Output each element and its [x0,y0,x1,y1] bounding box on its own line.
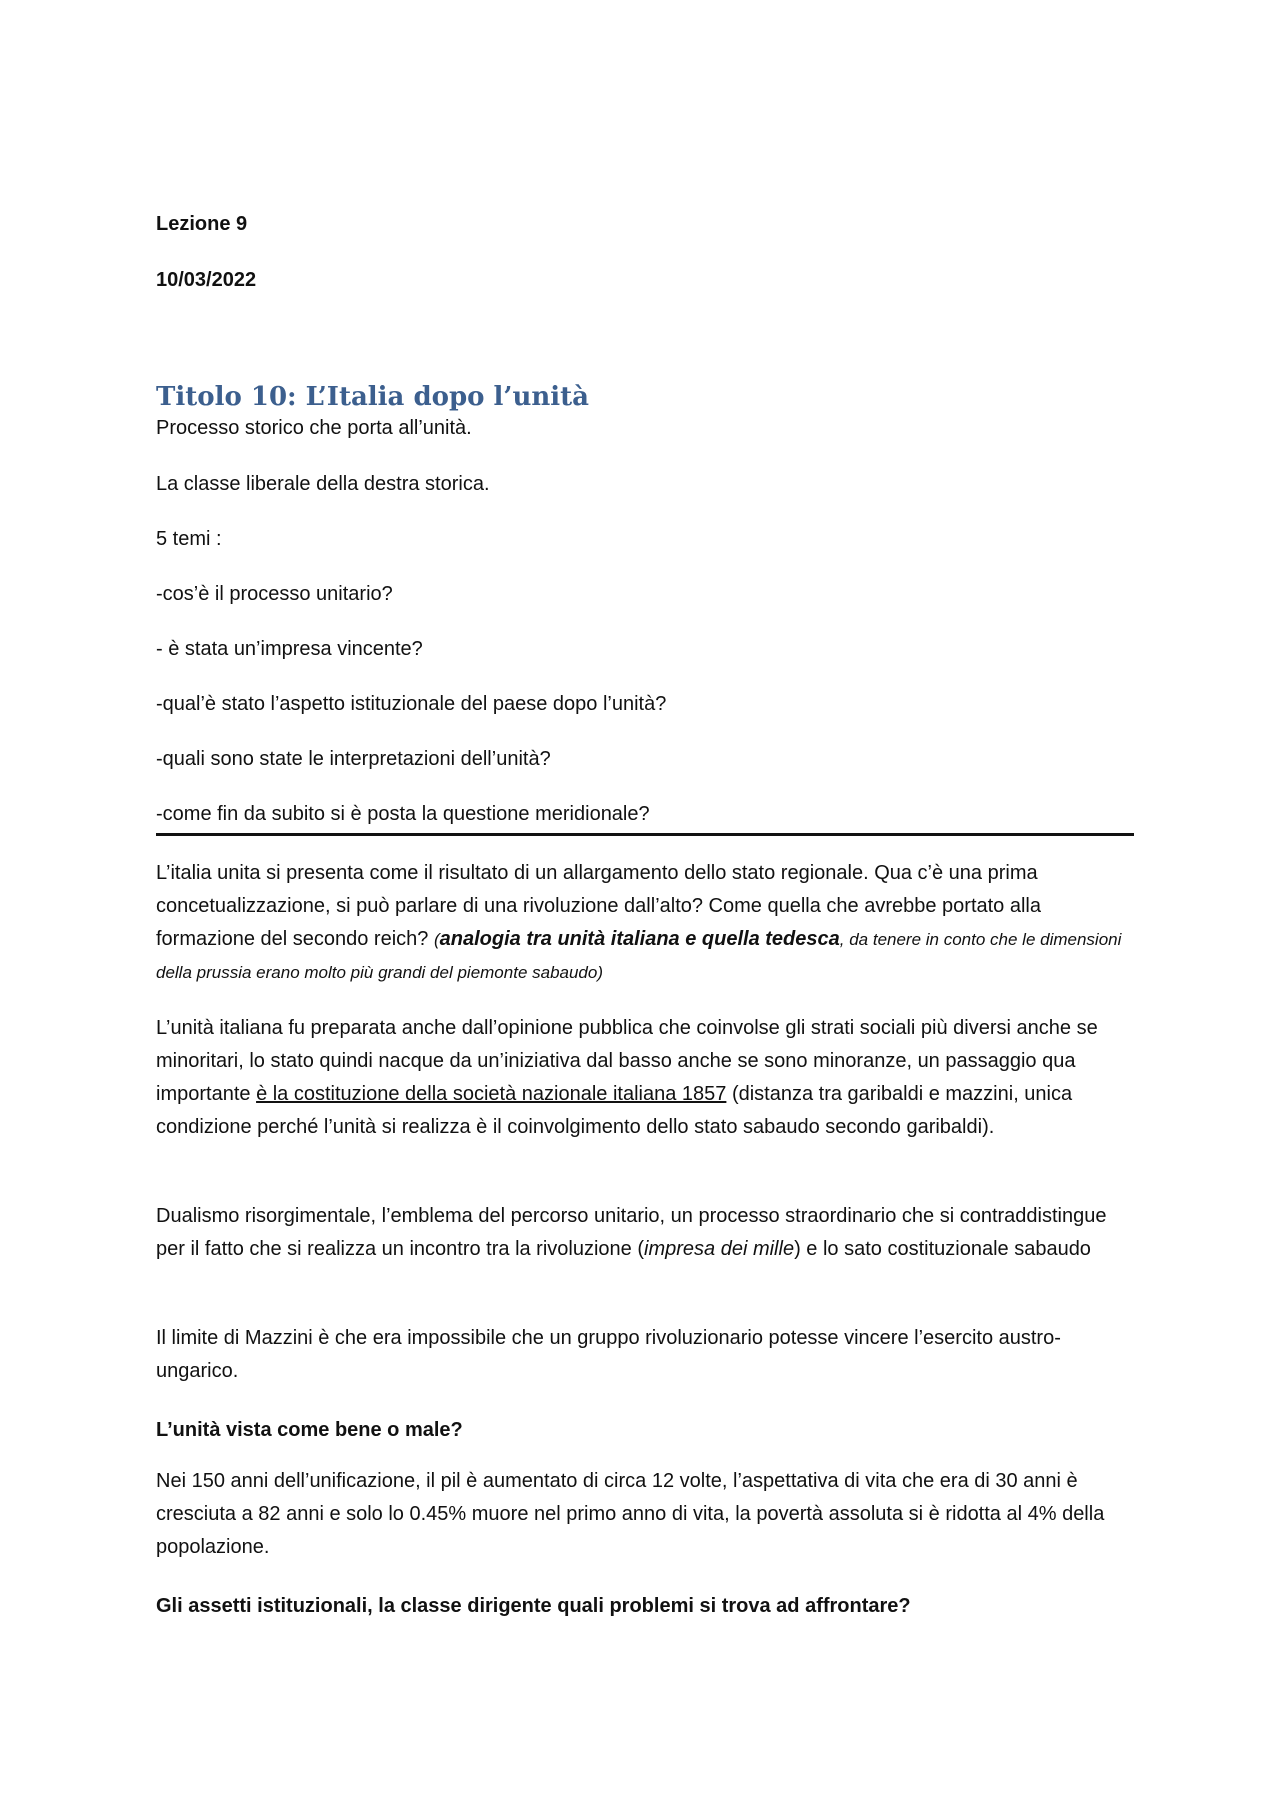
lesson-label: Lezione 9 [156,213,248,235]
paragraph-1-bold: analogia tra unità italiana e quella tedesca [439,928,840,950]
paragraph-2-underline: è la costituzione della società nazionale italiana 1857 [256,1083,727,1105]
intro-line-2: La classe liberale della destra storica. [156,473,490,495]
paragraph-3-text-b: ) e lo sato costituzionale sabaudo [794,1238,1091,1260]
intro-line-1: Processo storico che porta all’unità. [156,417,472,439]
theme-item: -cos’è il processo unitario? [156,583,393,605]
theme-item: -come fin da subito si è posta la questione meridionale? [156,803,650,825]
paragraph-3-text-a: Dualismo risorgimentale, l’emblema del percorso unitario, un processo straordinario che si contraddistingue per il fatto che si realizza un incontro tra la rivoluzione ( [156,1205,1107,1260]
section-divider [156,833,1134,836]
paragraph-5: Nei 150 anni dell’unificazione, il pil è aumentato di circa 12 volte, l’aspettativa di vita che era di 30 anni è cresciuta a 82 anni e solo lo 0.45% muore nel primo anno di vita, la povertà assoluta si è ridotta al 4% della popolazione. [156,1470,1105,1558]
paragraph-2 [156,1012,1134,1144]
paragraph-1-open: ( [433,930,440,949]
theme-item: -qual’è stato l’aspetto istituzionale del paese dopo l’unità? [156,693,667,715]
themes-label: 5 temi : [156,528,222,550]
lesson-date: 10/03/2022 [156,269,257,291]
paragraph-2-text-a: L’unità italiana fu preparata anche dall’opinione pubblica che coinvolse gli strati sociali più diversi anche se minoritari, lo stato quindi nacque da un’iniziativa dal basso anche se sono minoranze, un passaggio qua importante [156,1017,1098,1105]
theme-item: -quali sono state le interpretazioni dell’unità? [156,748,551,770]
heading-unity-good-or-bad: L’unità vista come bene o male? [156,1419,463,1441]
paragraph-1-text: L’italia unita si presenta come il risultato di un allargamento dello stato regionale. Qua c’è una prima concetualizzazione, si può parlare di una rivoluzione dall’alto? Come quella che avrebbe portato alla formazione del secondo reich? [156,862,1041,950]
heading-institutional-structures: Gli assetti istituzionali, la classe dirigente quali problemi si trova ad affrontare? [156,1595,911,1617]
paragraph-4: Il limite di Mazzini è che era impossibile che un gruppo rivoluzionario potesse vincere l’esercito austro-ungarico. [156,1327,1061,1382]
paragraph-1-rest: , da tenere in conto che le dimensioni della prussia erano molto più grandi del piemonte sabaudo) [156,930,1122,982]
paragraph-3 [156,1200,1134,1266]
paragraph-1 [156,857,1134,989]
theme-item: - è stata un’impresa vincente? [156,638,423,660]
paragraph-2-text-b: (distanza tra garibaldi e mazzini, unica condizione perché l’unità si realizza è il coinvolgimento dello stato sabaudo secondo garibaldi). [156,1083,1073,1138]
paragraph-3-italic: impresa dei mille [644,1238,795,1260]
page-title: Titolo 10: L’Italia dopo l’unità [156,382,590,412]
